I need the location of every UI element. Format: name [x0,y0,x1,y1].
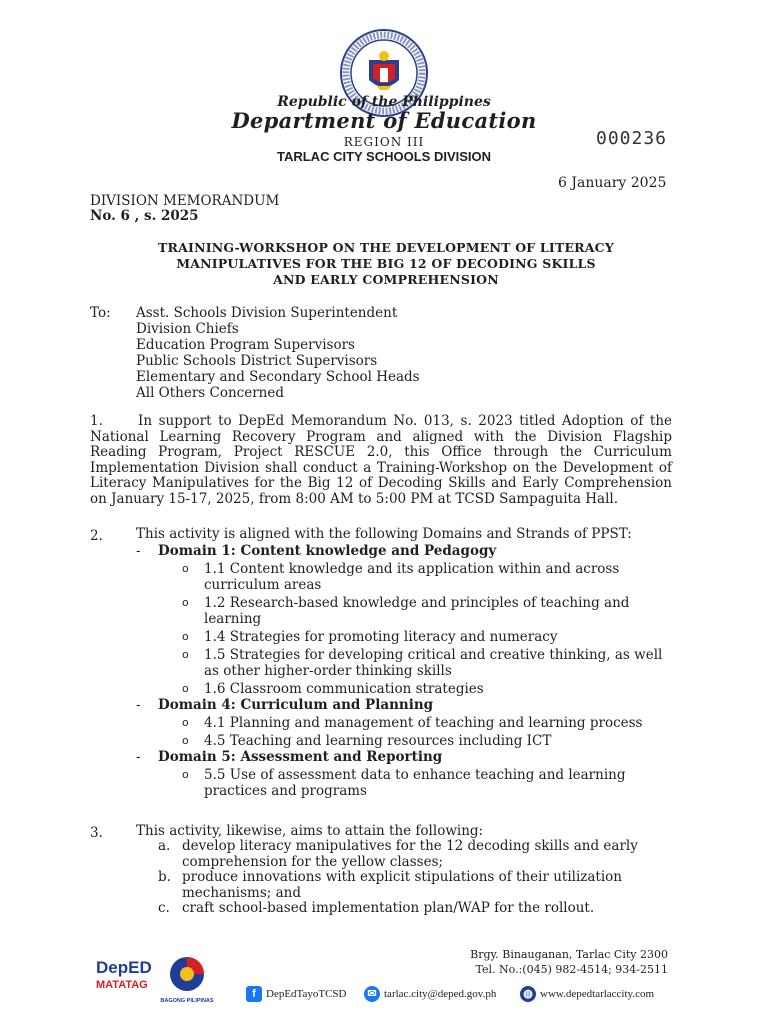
dash-bullet: - [136,749,141,765]
paragraph-3-intro: This activity, likewise, aims to attain the following: [136,823,484,839]
circle-bullet-icon: o [182,716,189,729]
paragraph-2-intro: This activity is aligned with the following Domains and Strands of PPST: [136,526,632,542]
objective-item: c. craft school-based implementation plan/WAP for the rollout. [158,900,595,916]
matatag-logo-text: MATATAG [96,979,148,991]
deped-matatag-logo [96,958,154,1000]
paragraph-number: 3. [90,825,103,841]
title-line: AND EARLY COMPREHENSION [273,272,499,287]
memo-date: 6 January 2025 [558,175,667,191]
strand-item: o 1.6 Classroom communication strategies [182,681,484,697]
strand-item: o 4.5 Teaching and learning resources including ICT [182,733,552,749]
memo-number: No. 6 , s. 2025 [90,208,199,224]
domain-heading: - Domain 5: Assessment and Reporting [136,749,443,765]
strand-item: o 1.2 Research-based knowledge and principles of teaching and learning [182,595,630,627]
objective-item: a. develop literacy manipulatives for the 12 decoding skills and early comprehension for the yellow classes; [158,838,638,870]
dash-bullet: - [136,697,141,713]
strand-item: o 5.5 Use of assessment data to enhance teaching and learning practices and programs [182,767,626,799]
title-line: TRAINING-WORKSHOP ON THE DEVELOPMENT OF LITERACY [158,240,614,255]
footer-address [440,947,668,977]
memo-type: DIVISION MEMORANDUM [90,193,280,209]
domain-heading: - Domain 1: Content knowledge and Pedagogy [136,543,497,559]
circle-bullet-icon: o [182,648,189,661]
memo-title [90,240,682,288]
paragraph-1 [90,414,672,507]
department-name: Department of Education [231,108,537,133]
objective-item: b. produce innovations with explicit stipulations of their utilization mechanisms; and [158,869,622,901]
recipient: Division Chiefs [136,321,239,337]
region-text: REGION III [343,135,425,149]
address-line: Brgy. Binauganan, Tarlac City 2300 [470,948,668,961]
deped-logo-text: DepED [96,958,152,977]
strand-item: o 1.1 Content knowledge and its application within and across curriculum areas [182,561,620,593]
facebook-link[interactable]: f DepEdTayoTCSD [246,986,347,1002]
paragraph-number: 1. [90,413,103,429]
bagong-pilipinas-logo [160,954,214,1006]
domain-heading: - Domain 4: Curriculum and Planning [136,697,434,713]
title-line: MANIPULATIVES FOR THE BIG 12 OF DECODING SKILLS [176,256,596,271]
recipient-list [136,305,420,401]
recipient: Education Program Supervisors [136,337,355,353]
circle-bullet-icon: o [182,682,189,695]
strand-item: o 1.5 Strategies for developing critical and creative thinking, as well as other higher-order thinking skills [182,647,663,679]
telephone-line: Tel. No.:(045) 982-4514; 934-2511 [475,963,668,976]
paragraph-number: 2. [90,528,103,544]
recipient: All Others Concerned [136,385,285,401]
paragraph-text: In support to DepEd Memorandum No. 013, s. 2023 titled Adoption of the National Learning Recovery Program and aligned with the Division Flagship Reading Program, Project RESCUE 2.0, this Office through the Curriculum Implementation Division shall conduct a Training-Workshop on the Development of Literacy Manipulatives for the Big 12 of Decoding Skills and Early Comprehension on January 15-17, 2025, from 8:00 AM to 5:00 PM at TCSD Sampaguita Hall. [90,413,672,507]
recipient: Public Schools District Supervisors [136,353,378,369]
facebook-icon: f [246,986,262,1002]
globe-icon: ◍ [520,986,536,1002]
email-link[interactable]: ✉ tarlac.city@deped.gov.ph [364,986,496,1002]
strand-item: o 1.4 Strategies for promoting literacy and numeracy [182,629,558,645]
recipient: Asst. Schools Division Superintendent [136,305,398,321]
bagong-pilipinas-text: BAGONG PILIPINAS [160,998,214,1004]
circle-bullet-icon: o [182,768,189,781]
document-number: 000236 [596,128,668,149]
website-link[interactable]: ◍ www.depedtarlaccity.com [520,986,654,1002]
dash-bullet: - [136,543,141,559]
bagong-pilipinas-emblem-icon [160,954,214,994]
circle-bullet-icon: o [182,734,189,747]
republic-text: Republic of the Philippines [277,94,491,110]
division-name: TARLAC CITY SCHOOLS DIVISION [276,149,492,164]
domain-list [136,543,676,799]
circle-bullet-icon: o [182,562,189,575]
recipient: Elementary and Secondary School Heads [136,369,420,385]
strand-item: o 4.1 Planning and management of teaching and learning process [182,715,643,731]
to-label: To: [90,305,111,321]
circle-bullet-icon: o [182,596,189,609]
email-icon: ✉ [364,986,380,1002]
objective-list [136,839,656,917]
circle-bullet-icon: o [182,630,189,643]
